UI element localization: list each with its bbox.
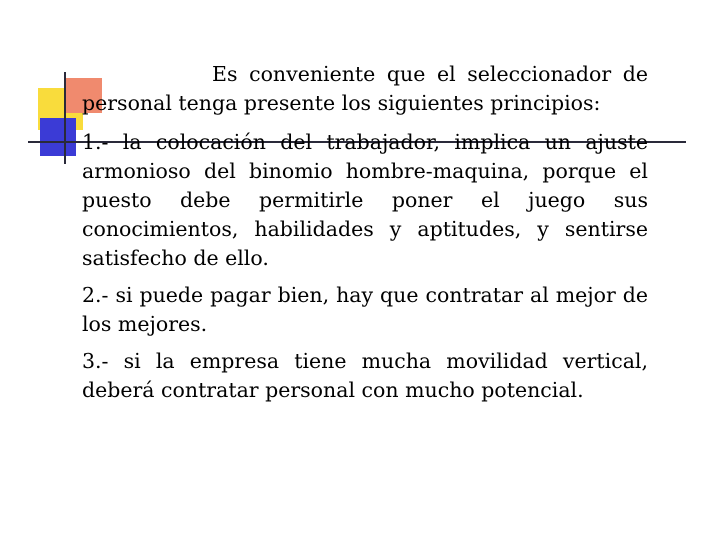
principle-1: 1.- la colocación del trabajador, implica un ajuste armonioso del binomio hombre-maquina, porque el puesto debe permitirle poner el juego sus conocimientos, habilidades y aptitudes, y sentirse satisfecho de ello. <box>82 130 648 270</box>
vertical-rule <box>64 72 66 164</box>
principle-3: 3.- si la empresa tiene mucha movilidad vertical, deberá contratar personal con mucho potencial. <box>82 349 648 402</box>
blue-square-decoration <box>40 118 76 156</box>
intro-paragraph: Es conveniente que el seleccionador de personal tenga presente los siguientes principios: <box>82 62 648 115</box>
slide-body <box>82 60 648 413</box>
principle-2: 2.- si puede pagar bien, hay que contratar al mejor de los mejores. <box>82 283 648 336</box>
